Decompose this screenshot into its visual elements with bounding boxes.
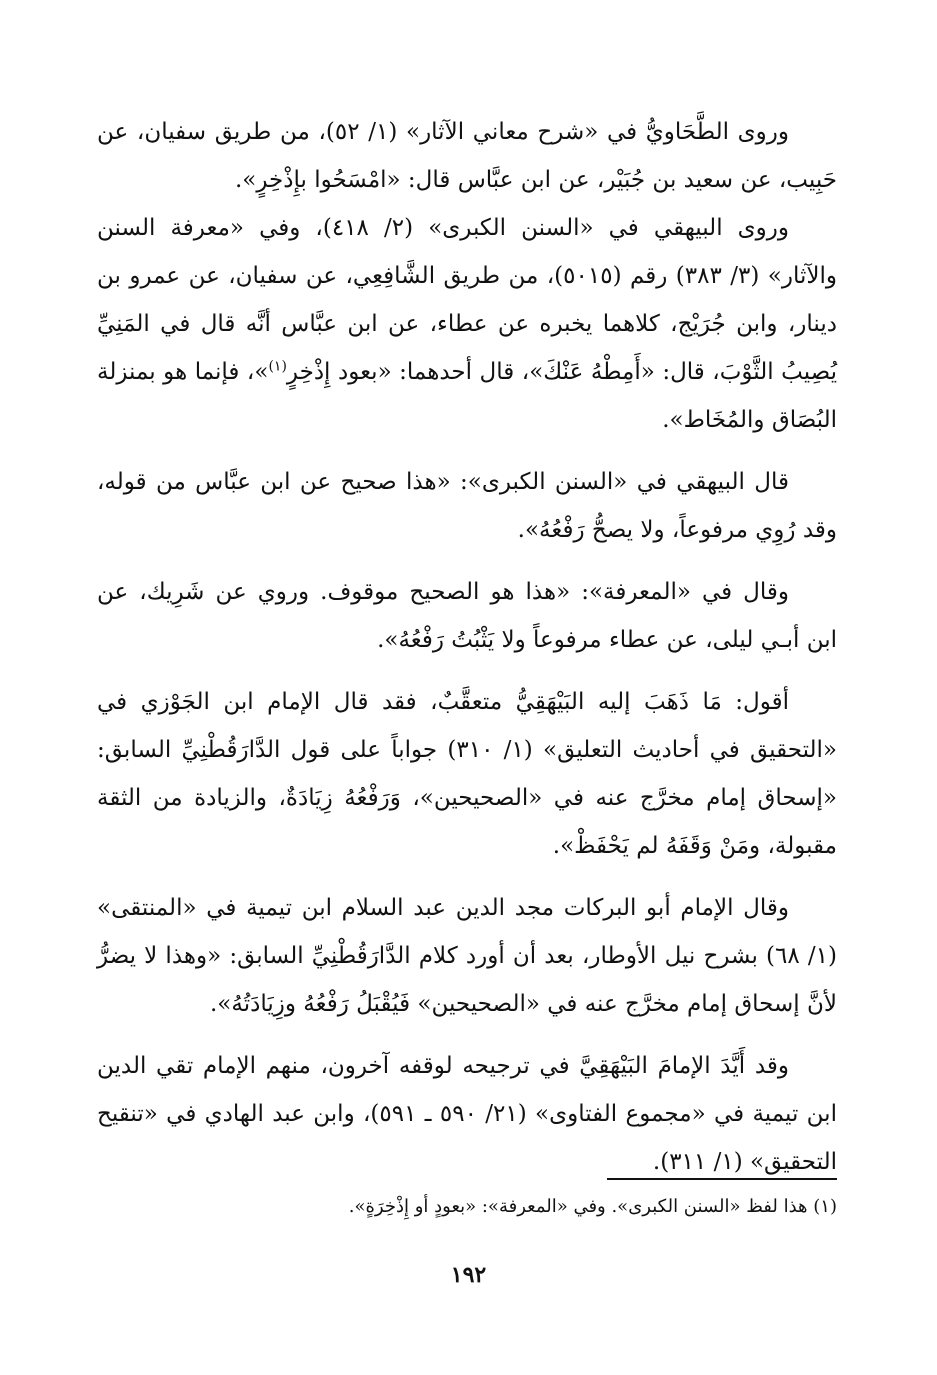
footnote-text: (١) هذا لفظ «السنن الكبرى». وفي «المعرفة»: «بعودٍ أو إِذْخِرَةٍ». [348, 1196, 837, 1217]
paragraph-4: وقال في «المعرفة»: «هذا هو الصحيح موقوف. وروي عن شَرِيك، عن ابن أبـي ليلى، عن عطاء مرفوعاً ولا يَثْبُتُ رَفْعُهُ». [97, 579, 837, 653]
paragraph-5: أقول: مَا ذَهَبَ إليه البَيْهَقِيُّ متعقَّبٌ، فقد قال الإمام ابن الجَوْزي في «التحقيق في أحاديث التعليق» (١/ ٣١٠) جواباً على قول الدَّارَقُطْنِيِّ السابق: «إسحاق إمام مخرَّج عنه في «الصحيحين»، وَرَفْعُهُ زِيَادَةٌ، والزيادة من الثقة مقبولة، ومَنْ وَقَفَهُ لم يَحْفَظْ». [97, 689, 837, 859]
paragraph-2-tail: »، فإنما هو بمنزلة البُصَاق والمُخَاط». [97, 359, 837, 433]
paragraph-1: وروى الطَّحَاويُّ في «شرح معاني الآثار» (١/ ٥٢)، من طريق سفيان، عن حَبِيب، عن سعيد بن جُبَيْر، عن ابن عبَّاس قال: «امْسَحُوا بإِذْخِرٍ». [97, 119, 837, 193]
main-text [97, 108, 837, 1186]
paragraph-7: وقد أَيَّدَ الإمامَ البَيْهَقِيَّ في ترجيحه لوقفه آخرون، منهم الإمام تقي الدين ابن تيمية في «مجموع الفتاوى» (٢١/ ٥٩٠ ـ ٥٩١)، وابن عبد الهادي في «تنقيح التحقيق» (١/ ٣١١). [97, 1053, 837, 1175]
footnote-marker: (١) [268, 358, 287, 375]
footnote-separator [607, 1178, 837, 1180]
paragraph-3: قال البيهقي في «السنن الكبرى»: «هذا صحيح عن ابن عبَّاس من قوله، وقد رُوِي مرفوعاً، ولا يصحُّ رَفْعُهُ». [97, 469, 837, 543]
paragraph-6: وقال الإمام أبو البركات مجد الدين عبد السلام ابن تيمية في «المنتقى» (١/ ٦٨) بشرح نيل الأوطار، بعد أن أورد كلام الدَّارَقُطْنِيِّ السابق: «وهذا لا يضرُّ لأنَّ إسحاق إمام مخرَّج عنه في «الصحيحين» فَيُقْبَلُ رَفْعُهُ وزِيَادَتُهُ». [97, 895, 837, 1017]
paragraph-2-text: وروى البيهقي في «السنن الكبرى» (٢/ ٤١٨)، وفي «معرفة السنن والآثار» (٣/ ٣٨٣) رقم (٥٠١٥)، من طريق الشَّافِعِي، عن سفيان، عن عمرو بن دينار، وابن جُرَيْج، كلاهما يخبره عن عطاء، عن ابن عبَّاس أنَّه قال في المَنِيِّ يُصِيبُ الثَّوْبَ، قال: «أَمِطْهُ عَنْكَ»، قال أحدهما: «بعود إِذْخِرٍ [97, 215, 837, 385]
paragraph-2 [97, 204, 837, 444]
page-number: ١٩٢ [450, 1262, 487, 1288]
